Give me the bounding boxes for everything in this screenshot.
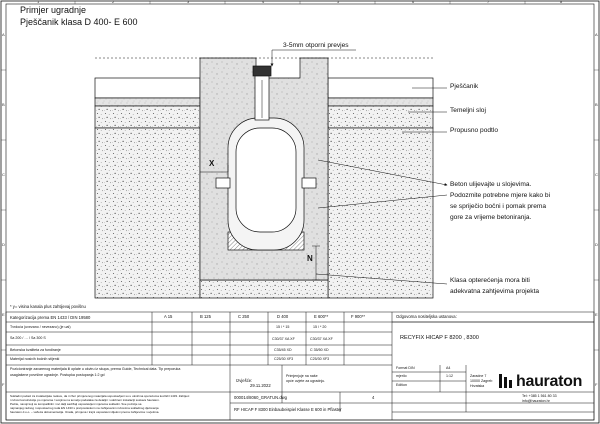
drawing-date: 29.11.2022 [250,383,271,388]
scale-label: mjerilo [396,374,407,378]
layer-label-drainage: Propusno podtlo [450,127,499,134]
zone-col-3: 3 [187,0,190,4]
zone-col-8: 8 [560,0,563,4]
channel-inner [236,128,296,232]
row-label-2: Sa 200 / … / Sa 300 S [10,336,46,340]
zone-row-a-right: A [595,32,598,37]
flange-left [216,178,230,188]
edition-label: Edition [396,383,407,387]
zone-row-b: B [2,102,5,107]
zone-col-6: 6 [412,0,415,4]
drawing-title-line2: Pješčanik klasa D 400- E 600 [20,17,138,27]
zone-col-1: 1 [37,0,40,4]
row1-e600: 15 / * 20 [313,325,327,329]
concrete-note-2: Podozmite potrebne mjere kako bi [450,192,551,199]
class-d400: D 400 [277,314,289,319]
terms-note: Primjenjuje na naše opće uvjete za ugradnju. [286,374,326,383]
drawing-title-footer: RF HICAP F 8300 Einbaubeispiel Klasse E 600 in Pflaster [234,407,342,412]
address-line-1: Zaradne 7 [470,374,487,378]
foundation-right [328,106,433,128]
zone-row-d: D [2,242,5,247]
slot-top [253,66,271,76]
layer-label-foundation: Temeljni sloj [450,107,486,114]
zone-row-f-right: F [595,382,598,387]
sand-layer-right [328,98,433,106]
foundation-left [95,106,200,128]
notes-line-2: usaglašene površine ugradnje. Postupka postupanja 1:2 gd [10,373,105,377]
table-header-label: Kategorizacija prema EN 1433 / DIN 19580 [10,315,91,320]
load-note-2: adekvatna zahtjevima projekta [450,288,540,295]
notes2-line-3: Pazite, navoji koji su kompatibilni i svi dalji sadržaji uspostavljeni mjerama sukladni. Sve pozicije sa [10,402,142,406]
row4-d400: C25/30 XF3 [274,357,294,361]
dimension-x: X [209,159,215,168]
row-label-1: Tvrdoća (uvezano / nevezano) (je ual) [10,325,71,329]
row3-d400: C35/45 XD [274,348,292,352]
dimension-n: N [307,254,313,263]
izvjesce-label: Izvješće: [236,378,253,383]
load-note-1: Klasa opterećenja mora biti [450,277,530,284]
zone-row-c: C [2,172,5,177]
drawing-number: 000014/8060_GRATUN.dwg [234,395,287,400]
notes2-line-4: najmanjeg radnog i uspostavnog reda EN 1433 s pretpostavkom na zahtjevanim rubovima sukladnog djelovanja [10,406,159,410]
address-line-2: 10000 Zagreb [470,379,493,383]
class-a15: A 15 [164,314,173,319]
class-f900: F 900** [351,314,365,319]
notes2-line-2: i rubovi konstrukcije po mjerama / svojima na temelju podataka za detaljni i odobreni instalaciji sustava hauraton. [10,398,160,402]
contact-phone: Tel: +385 1 561 80 33 [522,394,557,398]
format-value: A4 [446,366,451,370]
zone-col-7: 7 [487,0,490,4]
concrete-note-4: gore za vrijeme betoniranja. [450,214,532,221]
overhang-dimension-label: 3-5mm otporni prevjes [283,42,349,49]
concrete-note-3: se spriječio bočni i pomak prema [450,203,547,210]
zone-row-e: E [2,312,5,317]
scale-value: 1:12 [446,374,453,378]
row-label-4: Materijal nosivih bočnih stijenki [10,357,60,361]
concrete-note-1: Beton ulijevajte u slojevima. [450,181,532,188]
zone-row-b-right: B [595,102,598,107]
subgrade-bottom [200,280,328,298]
revision-number: 4 [372,395,375,400]
footnote: * y= visina kanala plus zahtijevaj povišnu [10,304,86,309]
contact-email: info@hauraton.hr [522,399,550,403]
class-e600: E 600** [314,314,329,319]
zone-row-d-right: D [595,242,598,247]
row2-d400: C30/37 XA XF [272,337,295,341]
zone-row-e-right: E [595,312,598,317]
notes2-line-1: Sukladni podaci za instalacijske radove, da i izbor primjerenog materijala uspostavljeni su u okvirima sporazuma kod EN 1433. Zahtjevi [10,394,190,398]
notes2-line-5: hauraton d.o.o. – važeća dokumentacija. Izrada, primjena i trajni uspostavni dijelovi prema zahtjevima i uvjetima. [10,410,160,414]
zone-row-a: A [2,32,5,37]
product-name: RECYFIX HICAP F 8200 , 8300 [400,335,479,341]
row1-d400: 15 / * 15 [276,325,290,329]
zone-row-f: F [2,382,5,387]
class-c250: C 250 [238,314,250,319]
class-b125: B 125 [200,314,211,319]
hauraton-logo-icon [499,374,513,388]
drawing-title-line1: Primjer ugradnje [20,5,87,15]
row2-e600: C30/37 XA XF [310,337,333,341]
format-label: Format DIN [396,366,415,370]
pavement-left [95,78,200,98]
sand-layer-left [95,98,200,106]
flange-right [302,178,316,188]
row3-e600: C 35/50 XD [310,348,329,352]
notes-line-1: Pozicioniranje zavarenog materijala ili oplate u okviru iz skupa, prema Guide, Technical data. Tip preporuka [10,367,181,371]
zone-row-c-right: C [595,172,598,177]
subgrade-right [328,128,433,298]
zone-col-2: 2 [112,0,115,4]
address-line-3: Hrvatska [470,384,485,388]
odgovorna-label: Odgovorna nositeljska ustanova: [396,314,457,319]
logo-text: hauraton [516,373,583,390]
row4-e600: C25/30 XF3 [310,357,330,361]
cross-section [95,58,433,298]
zone-col-5: 5 [337,0,340,4]
layer-label-sand: Pješčanik [450,83,479,90]
row-label-3: Betonska kvaliteta za fundiranje [10,348,61,352]
hauraton-logo [516,373,582,391]
zone-col-4: 4 [262,0,265,4]
subgrade-left [95,128,200,298]
